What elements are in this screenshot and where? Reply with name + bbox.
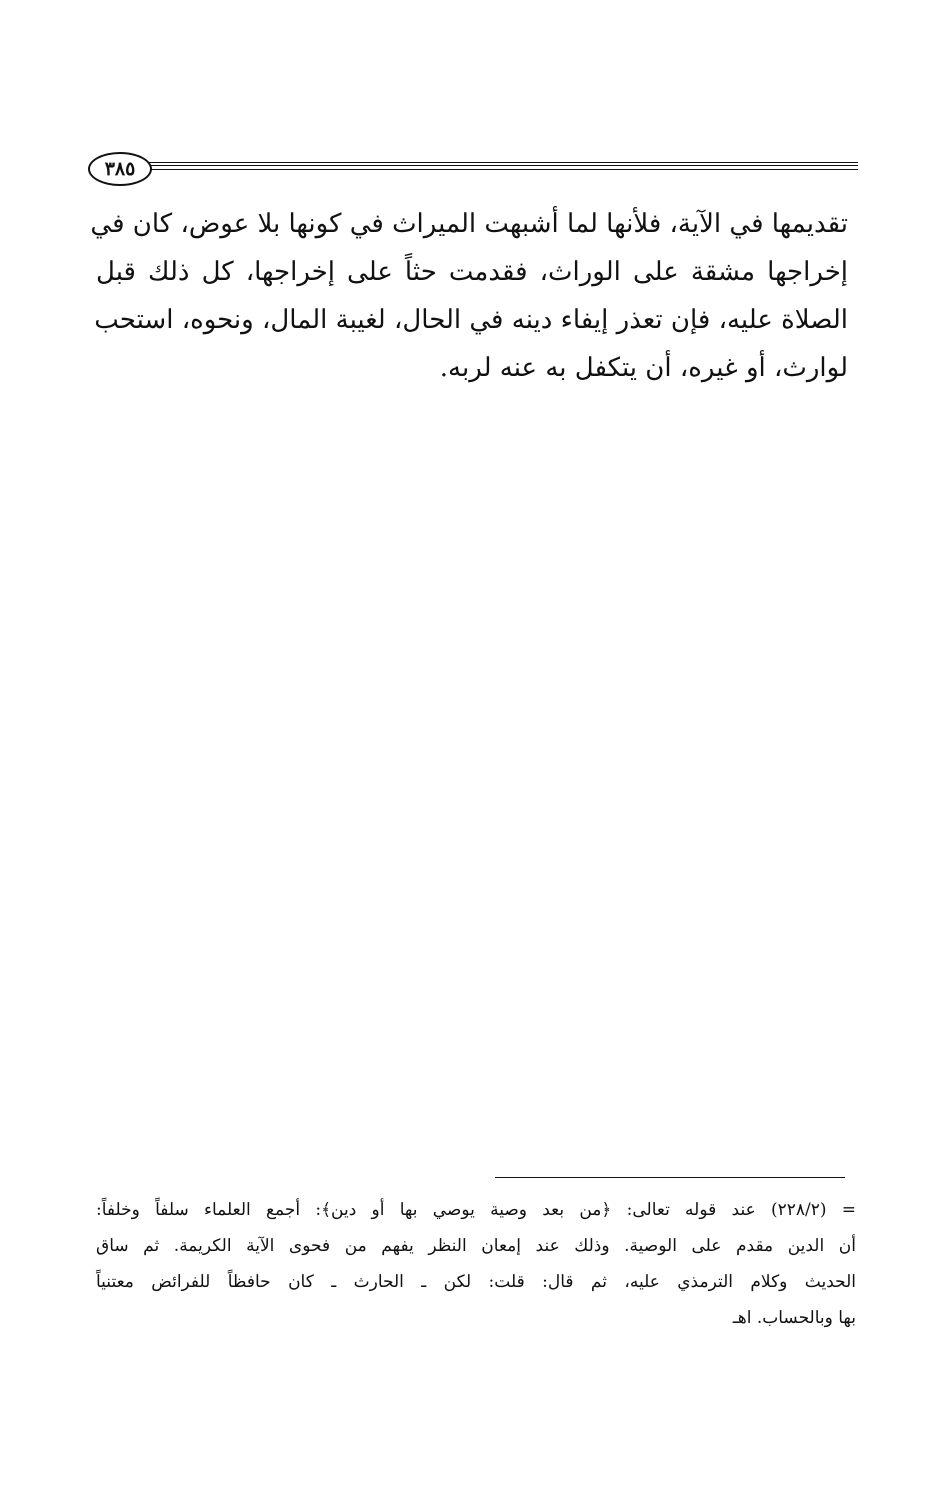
footnote-line: = (٢٢٨/٢) عند قوله تعالى: ﴿من بعد وصية يوصي بها أو دين﴾: أجمع العلماء سلفاً وخلفاً: — [96, 1200, 857, 1220]
footnote-block — [96, 1192, 856, 1336]
body-line: إخراجها مشقة على الوراث، فقدمت حثاً على إخراجها، كل ذلك قبل — [96, 257, 848, 287]
body-line: تقديمها في الآية، فلأنها لما أشبهت الميراث في كونها بلا عوض، كان في — [90, 209, 848, 239]
page-number: ٣٨٥ — [88, 152, 152, 186]
page-header — [88, 152, 858, 186]
footnote-line: بها وبالحساب. اهـ — [732, 1308, 856, 1328]
footnote-line: الحديث وكلام الترمذي عليه، ثم قال: قلت: لكن ـ الحارث ـ كان حافظاً للفرائض معتنياً — [96, 1272, 856, 1292]
main-text-block — [90, 200, 848, 392]
footnote-separator — [495, 1177, 845, 1178]
body-line: لوارث، أو غيره، أن يتكفل به عنه لربه. — [439, 353, 848, 383]
header-double-rule — [146, 162, 858, 170]
footnote-line: أن الدين مقدم على الوصية. وذلك عند إمعان النظر يفهم من فحوى الآية الكريمة. ثم ساق — [96, 1236, 856, 1256]
body-line: الصلاة عليه، فإن تعذر إيفاء دينه في الحال، لغيبة المال، ونحوه، استحب — [94, 305, 848, 335]
